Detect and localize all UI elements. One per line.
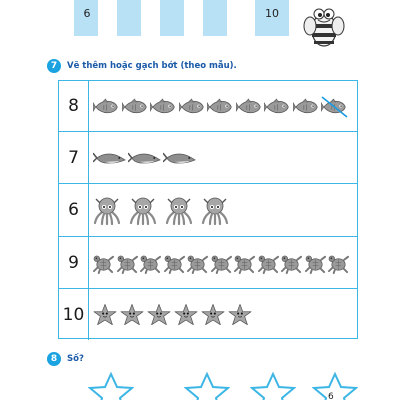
turtle-icon [164, 253, 185, 278]
exercise-title: Vẽ thêm hoặc gạch bớt (theo mẫu). [67, 61, 237, 71]
fish-icon [236, 98, 263, 120]
cross-out-line [319, 94, 349, 124]
answer-star-icon[interactable] [184, 372, 230, 400]
squid-icon [93, 197, 121, 229]
fish-icon [93, 98, 120, 120]
fish-icon [150, 98, 177, 120]
row-number: 8 [59, 81, 89, 131]
fish-icon [207, 98, 234, 120]
starfish-icon [93, 303, 117, 330]
whale-icon [128, 150, 161, 170]
previous-exercise-strip [0, 0, 400, 50]
turtle-icon [258, 253, 279, 278]
number-card-label: 10 [265, 7, 279, 20]
exercise-number-badge: 7 [47, 59, 61, 73]
turtle-icon [281, 253, 302, 278]
bee-icon [302, 0, 346, 50]
table-row [59, 81, 357, 132]
animal-pictures[interactable] [93, 132, 355, 183]
turtle-icon [117, 253, 138, 278]
starfish-icon [147, 303, 171, 330]
turtle-icon [140, 253, 161, 278]
number-card [203, 0, 227, 36]
turtle-icon [187, 253, 208, 278]
starfish-icon [174, 303, 198, 330]
exercise-number-badge: 8 [47, 352, 61, 366]
animal-pictures[interactable] [93, 184, 355, 236]
answer-star-icon [312, 372, 358, 400]
row-number: 9 [59, 237, 89, 288]
table-row [59, 132, 357, 184]
exercise-7-header [47, 58, 237, 74]
turtle-icon [234, 253, 255, 278]
turtle-icon [305, 253, 326, 278]
starfish-icon [201, 303, 225, 330]
whale-icon [163, 150, 196, 170]
number-card-label: 6 [83, 7, 91, 20]
fish-icon [293, 98, 320, 120]
fish-icon [264, 98, 291, 120]
turtle-icon [328, 253, 349, 278]
squid-icon [129, 197, 157, 229]
squid-icon [165, 197, 193, 229]
animal-pictures[interactable] [93, 81, 355, 131]
number-card [117, 0, 141, 36]
animal-count-table [58, 80, 358, 339]
table-row [59, 184, 357, 237]
starfish-icon [228, 303, 252, 330]
row-number: 6 [59, 184, 89, 236]
row-number: 10 [59, 289, 89, 340]
animal-pictures[interactable] [93, 237, 355, 288]
answer-star-icon[interactable] [88, 372, 134, 400]
whale-icon [93, 150, 126, 170]
table-row [59, 289, 357, 340]
animal-pictures[interactable] [93, 289, 355, 340]
exercise-title: Số? [67, 354, 84, 364]
star-value: 6 [328, 392, 334, 400]
fish-icon [122, 98, 149, 120]
turtle-icon [211, 253, 232, 278]
starfish-icon [120, 303, 144, 330]
squid-icon [201, 197, 229, 229]
row-number: 7 [59, 132, 89, 183]
turtle-icon [93, 253, 114, 278]
table-row [59, 237, 357, 289]
exercise-8-header [47, 351, 84, 367]
answer-star-icon[interactable] [250, 372, 296, 400]
fish-icon [179, 98, 206, 120]
number-card [160, 0, 184, 36]
